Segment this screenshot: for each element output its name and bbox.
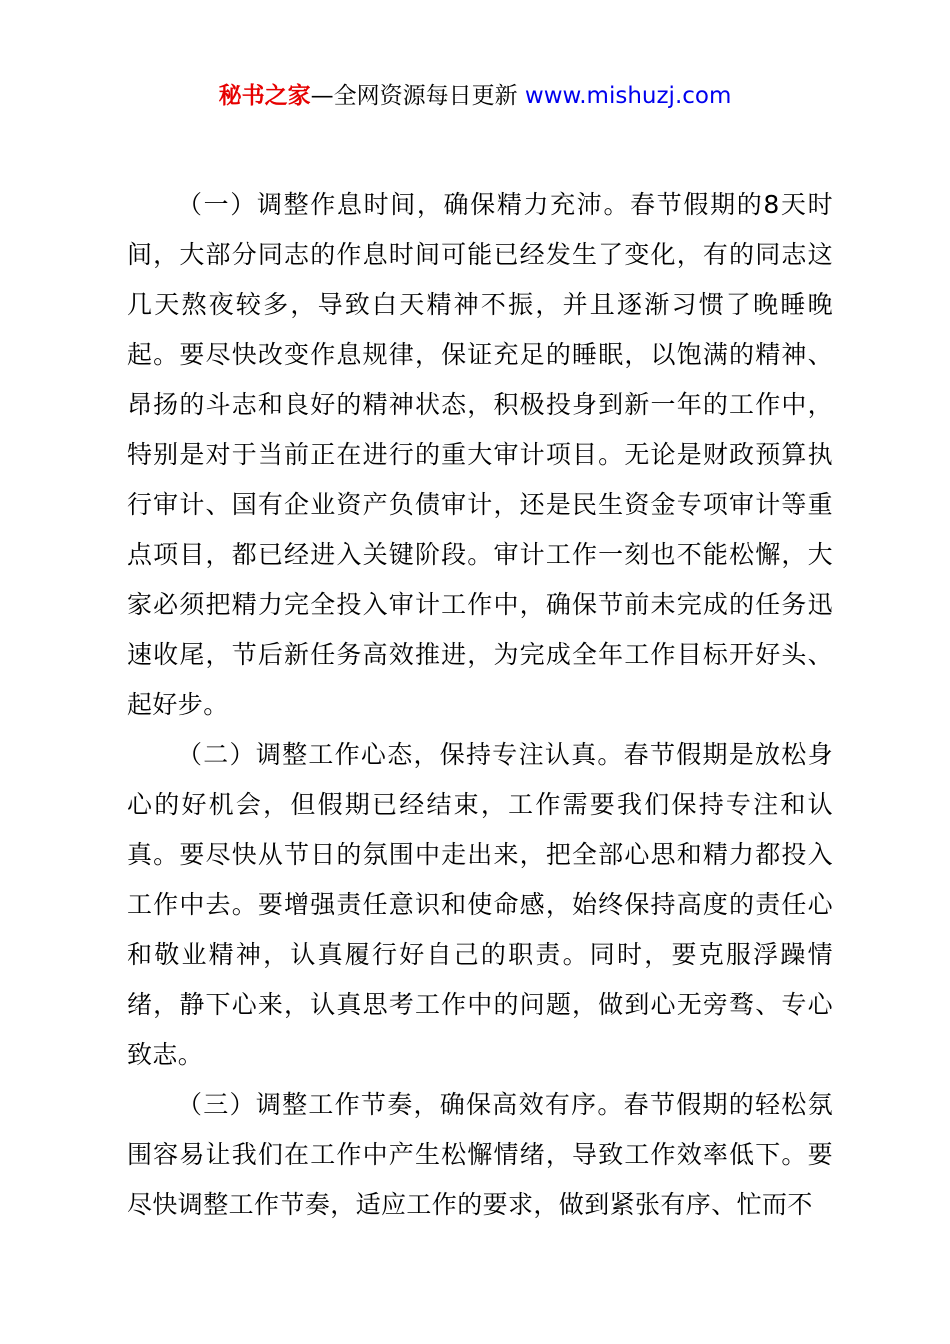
paragraph-1: （一）调整作息时间，确保精力充沛。春节假期的8天时间，大部分同志的作息时间可能已经发生了变化，有的同志这几天熬夜较多，导致白天精神不振，并且逐渐习惯了晚睡晚起。要尽快改变作息规律，保证充足的睡眠，以饱满的精神、昂扬的斗志和良好的精神状态，积极投身到新一年的工作中，特别是对于当前正在进行的重大审计项目。无论是财政预算执行审计、国有企业资产负债审计，还是民生资金专项审计等重点项目，都已经进入关键阶段。审计工作一刻也不能松懈，大家必须把精力完全投入审计工作中，确保节前未完成的任务迅速收尾，节后新任务高效推进，为完成全年工作目标开好头、起好步。 xyxy=(127,190,833,719)
site-brand: 秘书之家 xyxy=(218,83,311,109)
paragraph-2: （二）调整工作心态，保持专注认真。春节假期是放松身心的好机会，但假期已经结束，工作需要我们保持专注和认真。要尽快从节日的氛围中走出来，把全部心思和精力都投入工作中去。要增强责任意识和使命感，始终保持高度的责任心和敬业精神，认真履行好自己的职责。同时，要克服浮躁情绪，静下心来，认真思考工作中的问题，做到心无旁骛、专心致志。 xyxy=(127,740,833,1069)
site-header xyxy=(0,80,950,112)
paragraph-3: （三）调整工作节奏，确保高效有序。春节假期的轻松氛围容易让我们在工作中产生松懈情绪，导致工作效率低下。要尽快调整工作节奏，适应工作的要求，做到紧张有序、忙而不 xyxy=(127,1090,833,1219)
site-tagline: —全网资源每日更新 xyxy=(310,83,518,109)
site-url-link[interactable]: www.mishuzj.com xyxy=(524,83,732,109)
document-body xyxy=(127,180,833,1230)
